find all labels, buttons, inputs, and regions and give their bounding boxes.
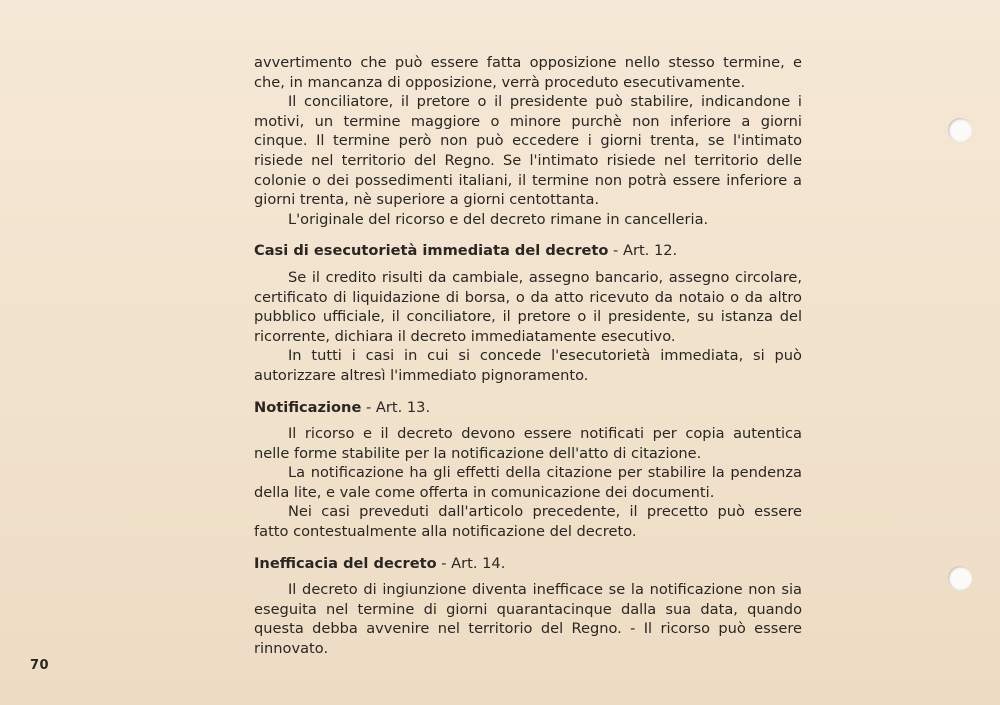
paragraph: L'originale del ricorso e del decreto rimane in cancelleria. xyxy=(288,210,709,228)
paragraph: avvertimento che può essere fatta opposizione nello stesso termine, e che, in mancanza di opposizione, verrà proceduto esecutivamente. xyxy=(254,54,802,91)
article-title: Notificazione xyxy=(254,398,362,416)
page-number: 70 xyxy=(30,658,50,673)
article-14-heading xyxy=(254,554,802,574)
binder-hole-top xyxy=(948,118,972,142)
article-number: - Art. 12. xyxy=(608,242,678,260)
paragraph: Il ricorso e il decreto devono essere notificati per copia autentica nelle forme stabilite per la notificazione dell'atto di citazione. xyxy=(254,425,802,462)
paragraph: In tutti i casi in cui si concede l'esecutorietà immediata, si può autorizzare altresì l'immediato pignoramento. xyxy=(254,347,802,384)
body-text xyxy=(254,53,802,659)
article-number: - Art. 14. xyxy=(436,554,506,572)
article-title: Casi di esecutorietà immediata del decreto xyxy=(254,242,609,260)
paragraph: Il decreto di ingiunzione diventa inefficace se la notificazione non sia eseguita nel termine di giorni quarantacinque dalla sua data, quando questa debba avvenire nel territorio del Regno. - Il ricorso può essere rinnovato. xyxy=(254,581,802,658)
binder-hole-bottom xyxy=(948,566,972,590)
paragraph: Il conciliatore, il pretore o il presidente può stabilire, indicandone i motivi, un termine maggiore o minore purchè non inferiore a giorni cinque. Il termine però non può eccedere i giorni trenta, se l'intimato risiede nel territorio del Regno. Se l'intimato risiede nel territorio delle colonie o dei possedimenti italiani, il termine non potrà essere inferiore a giorni trenta, nè superiore a giorni centottanta. xyxy=(254,93,802,209)
article-13-heading xyxy=(254,398,802,418)
paragraph: Nei casi preveduti dall'articolo precedente, il precetto può essere fatto contestualmente alla notificazione del decreto. xyxy=(254,503,802,541)
paragraph: Se il credito risulti da cambiale, assegno bancario, assegno circolare, certificato di liquidazione di borsa, o da atto ricevuto da notaio o da altro pubblico ufficiale, il conciliatore, il pretore o il presidente, su istanza del ricorrente, dichiara il decreto immediatamente esecutivo. xyxy=(254,268,802,345)
paragraph: La notificazione ha gli effetti della citazione per stabilire la pendenza della lite, e vale come offerta in comunicazione dei documenti. xyxy=(254,464,802,501)
article-12-heading xyxy=(254,241,802,261)
article-number: - Art. 13. xyxy=(361,398,431,416)
article-title: Inefficacia del decreto xyxy=(254,554,437,572)
